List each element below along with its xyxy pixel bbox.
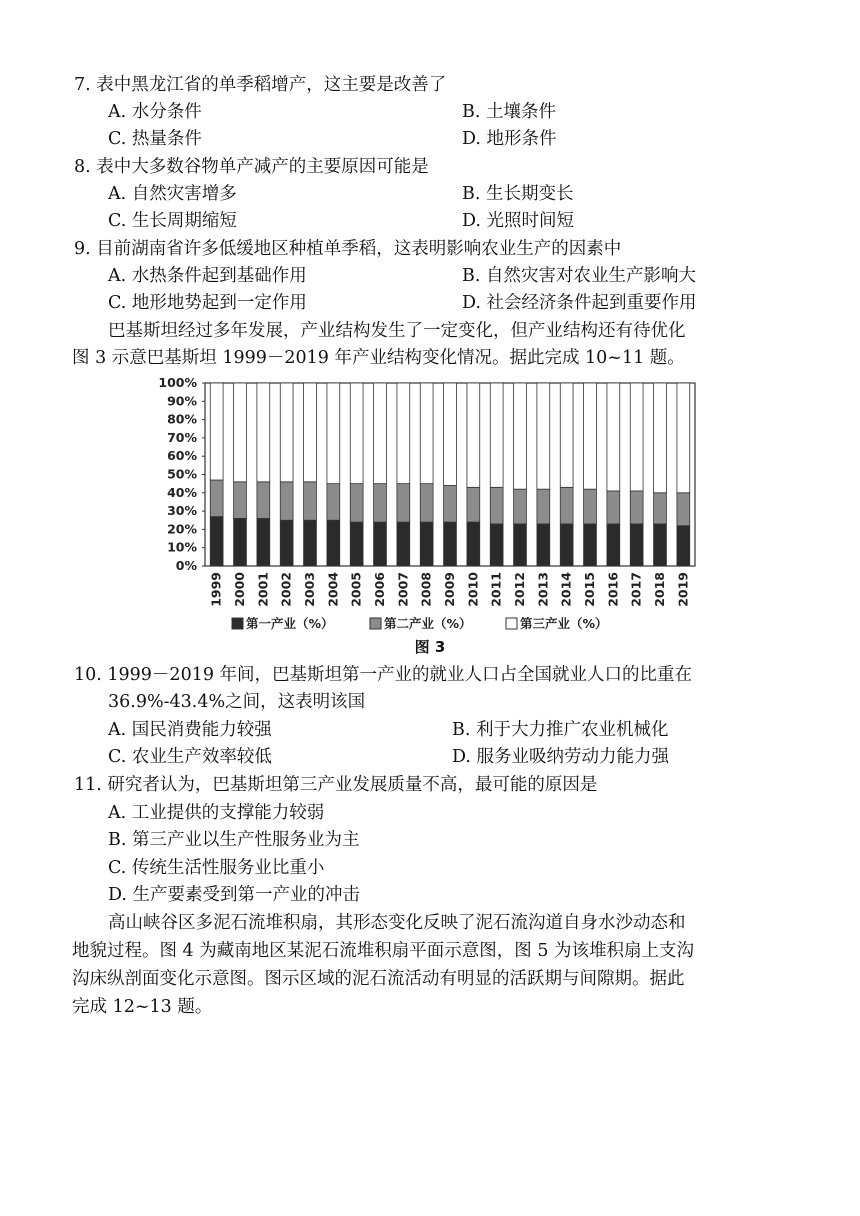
bar-segment-1-2007 xyxy=(397,522,410,566)
bar-segment-1-2019 xyxy=(677,526,690,566)
bar-segment-1-2001 xyxy=(257,518,270,566)
y-tick-label: 80% xyxy=(167,411,197,427)
q8-option-c[interactable]: C. 生长周期缩短 xyxy=(108,211,237,231)
q11-option-b[interactable]: B. 第三产业以生产性服务业为主 xyxy=(108,830,360,850)
bar-segment-1-2009 xyxy=(444,522,457,566)
bar-segment-3-2018 xyxy=(654,383,667,493)
q9-option-d[interactable]: D. 社会经济条件起到重要作用 xyxy=(462,293,697,313)
bar-segment-2-2008 xyxy=(420,484,433,522)
bar-segment-2-2011 xyxy=(490,487,503,524)
bar-segment-1-2014 xyxy=(560,524,573,566)
question-10-stem-line1: 10. 1999－2019 年间，巴基斯坦第一产业的就业人口占全国就业人口的比重在 xyxy=(74,665,693,685)
q7-option-a[interactable]: A. 水分条件 xyxy=(108,102,202,122)
x-tick-label: 2000 xyxy=(232,572,247,607)
bar-segment-1-2005 xyxy=(350,522,363,566)
x-tick-label: 2001 xyxy=(255,572,271,607)
bar-segment-1-2011 xyxy=(490,524,503,566)
bar-segment-2-2015 xyxy=(584,489,597,524)
bar-segment-1-1999 xyxy=(210,517,223,566)
q9-option-c[interactable]: C. 地形地势起到一定作用 xyxy=(108,293,307,313)
q9-option-b[interactable]: B. 自然灾害对农业生产影响大 xyxy=(462,266,696,286)
intro-12-13-line4: 完成 12~13 题。 xyxy=(72,997,213,1017)
y-tick-label: 60% xyxy=(167,448,197,464)
legend-label-3: 第三产业（%） xyxy=(520,616,608,631)
bar-segment-2-2014 xyxy=(560,487,573,524)
x-tick-label: 2017 xyxy=(628,572,644,607)
y-tick-label: 10% xyxy=(167,539,197,555)
bar-segment-3-2007 xyxy=(397,383,410,484)
question-8-stem: 8. 表中大多数谷物单产减产的主要原因可能是 xyxy=(74,157,429,177)
x-tick-label: 2008 xyxy=(418,572,434,607)
x-tick-label: 2009 xyxy=(442,572,457,607)
bar-segment-2-2018 xyxy=(654,493,667,524)
bar-segment-3-2014 xyxy=(560,383,573,487)
q8-option-a[interactable]: A. 自然灾害增多 xyxy=(108,184,237,204)
x-tick-label: 2016 xyxy=(605,572,621,607)
bar-segment-3-2011 xyxy=(490,383,503,487)
bar-segment-2-2016 xyxy=(607,491,620,524)
q11-option-d[interactable]: D. 生产要素受到第一产业的冲击 xyxy=(108,885,361,905)
legend-label-2: 第二产业（%） xyxy=(384,616,472,631)
q8-option-d[interactable]: D. 光照时间短 xyxy=(462,211,575,231)
bar-segment-1-2000 xyxy=(234,518,247,566)
question-7-stem: 7. 表中黑龙江省的单季稻增产，这主要是改善了 xyxy=(74,75,447,95)
y-tick-label: 40% xyxy=(167,484,197,500)
bar-segment-2-2006 xyxy=(374,484,387,522)
x-tick-label: 2002 xyxy=(278,572,294,607)
x-tick-label: 2011 xyxy=(488,572,504,607)
y-tick-label: 70% xyxy=(167,429,197,445)
x-tick-label: 2018 xyxy=(652,572,667,607)
q7-option-d[interactable]: D. 地形条件 xyxy=(462,129,557,149)
bar-segment-1-2008 xyxy=(420,522,433,566)
bar-segment-2-2013 xyxy=(537,489,550,524)
bar-segment-3-2006 xyxy=(374,383,387,484)
bar-segment-3-2009 xyxy=(444,383,457,485)
legend-swatch-1 xyxy=(232,618,243,629)
bar-segment-1-2003 xyxy=(304,520,317,566)
bar-segment-2-2005 xyxy=(350,484,363,522)
q10-option-c[interactable]: C. 农业生产效率较低 xyxy=(108,747,272,767)
q7-option-b[interactable]: B. 土壤条件 xyxy=(462,102,556,122)
bar-segment-1-2006 xyxy=(374,522,387,566)
question-11-stem: 11. 研究者认为，巴基斯坦第三产业发展质量不高，最可能的原因是 xyxy=(74,775,598,795)
bar-segment-3-2001 xyxy=(257,383,270,482)
q7-option-c[interactable]: C. 热量条件 xyxy=(108,129,202,149)
x-tick-label: 2013 xyxy=(535,572,551,607)
industry-structure-chart xyxy=(150,374,710,636)
question-10-stem-line2: 36.9%-43.4%之间，这表明该国 xyxy=(108,692,366,712)
y-tick-label: 90% xyxy=(167,393,197,409)
bar-segment-2-2007 xyxy=(397,484,410,522)
bar-segment-3-2005 xyxy=(350,383,363,484)
bar-segment-3-1999 xyxy=(210,383,223,480)
bar-segment-2-2001 xyxy=(257,482,270,519)
x-tick-label: 2019 xyxy=(675,572,691,607)
figure-caption: 图 3 xyxy=(414,638,446,656)
q10-option-d[interactable]: D. 服务业吸纳劳动力能力强 xyxy=(452,747,670,767)
bar-segment-3-2000 xyxy=(234,383,247,482)
bar-segment-2-2019 xyxy=(677,493,690,526)
bar-segment-3-2002 xyxy=(280,383,293,482)
bar-segment-3-2015 xyxy=(584,383,597,489)
legend-swatch-3 xyxy=(506,618,517,629)
bar-segment-3-2017 xyxy=(630,383,643,491)
intro-12-13-line1: 高山峡谷区多泥石流堆积扇，其形态变化反映了泥石流沟道自身水沙动态和 xyxy=(108,913,686,933)
q10-option-a[interactable]: A. 国民消费能力较强 xyxy=(108,720,272,740)
bar-segment-1-2004 xyxy=(327,520,340,566)
legend-swatch-2 xyxy=(370,618,381,629)
y-tick-label: 100% xyxy=(158,375,197,390)
x-tick-label: 2015 xyxy=(582,572,597,607)
bar-segment-2-2002 xyxy=(280,482,293,520)
y-tick-label: 0% xyxy=(175,558,197,573)
bar-segment-2-2010 xyxy=(467,487,480,522)
y-tick-label: 50% xyxy=(167,466,197,482)
intro-12-13-line2: 地貌过程。图 4 为藏南地区某泥石流堆积扇平面示意图，图 5 为该堆积扇上支沟 xyxy=(72,941,695,961)
bar-segment-1-2018 xyxy=(654,524,667,566)
x-tick-label: 2010 xyxy=(465,572,481,607)
bar-segment-1-2015 xyxy=(584,524,597,566)
x-tick-label: 2012 xyxy=(512,572,527,607)
bar-segment-1-2002 xyxy=(280,520,293,566)
bar-segment-1-2013 xyxy=(537,524,550,566)
bar-segment-2-1999 xyxy=(210,480,223,517)
y-tick-label: 30% xyxy=(167,503,197,519)
bar-segment-2-2004 xyxy=(327,484,340,521)
x-tick-label: 2014 xyxy=(558,572,574,607)
x-tick-label: 2003 xyxy=(302,572,317,607)
x-tick-label: 2004 xyxy=(325,572,341,607)
bar-segment-2-2009 xyxy=(444,485,457,522)
bar-segment-2-2000 xyxy=(234,482,247,519)
bar-segment-1-2012 xyxy=(514,524,527,566)
bar-segment-3-2016 xyxy=(607,383,620,491)
bar-segment-1-2010 xyxy=(467,522,480,566)
x-tick-label: 2005 xyxy=(348,572,364,607)
bar-segment-3-2012 xyxy=(514,383,527,489)
intro-10-11-line1: 巴基斯坦经过多年发展，产业结构发生了一定变化，但产业结构还有待优化 xyxy=(108,321,686,341)
bar-segment-3-2003 xyxy=(304,383,317,482)
legend-label-1: 第一产业（%） xyxy=(246,616,334,631)
intro-10-11-line2: 图 3 示意巴基斯坦 1999－2019 年产业结构变化情况。据此完成 10~11 题。 xyxy=(72,348,685,368)
x-tick-label: 2007 xyxy=(395,572,411,607)
bar-segment-1-2017 xyxy=(630,524,643,566)
bar-segment-3-2010 xyxy=(467,383,480,487)
bar-segment-2-2012 xyxy=(514,489,527,524)
question-9-stem: 9. 目前湖南省许多低缓地区种植单季稻，这表明影响农业生产的因素中 xyxy=(74,239,622,259)
q8-option-b[interactable]: B. 生长期变长 xyxy=(462,184,574,204)
bar-segment-3-2019 xyxy=(677,383,690,493)
bar-segment-2-2003 xyxy=(304,482,317,520)
q11-option-c[interactable]: C. 传统生活性服务业比重小 xyxy=(108,858,325,878)
x-tick-label: 2006 xyxy=(372,572,387,607)
q9-option-a[interactable]: A. 水热条件起到基础作用 xyxy=(108,266,307,286)
y-tick-label: 20% xyxy=(167,521,197,537)
q10-option-b[interactable]: B. 利于大力推广农业机械化 xyxy=(452,720,669,740)
bar-segment-2-2017 xyxy=(630,491,643,524)
bar-segment-3-2004 xyxy=(327,383,340,484)
bar-segment-3-2013 xyxy=(537,383,550,489)
x-tick-label: 1999 xyxy=(208,572,224,607)
bar-segment-3-2008 xyxy=(420,383,433,484)
intro-12-13-line3: 沟床纵剖面变化示意图。图示区域的泥石流活动有明显的活跃期与间隙期。据此 xyxy=(72,969,685,989)
q11-option-a[interactable]: A. 工业提供的支撑能力较弱 xyxy=(108,803,325,823)
bar-segment-1-2016 xyxy=(607,524,620,566)
